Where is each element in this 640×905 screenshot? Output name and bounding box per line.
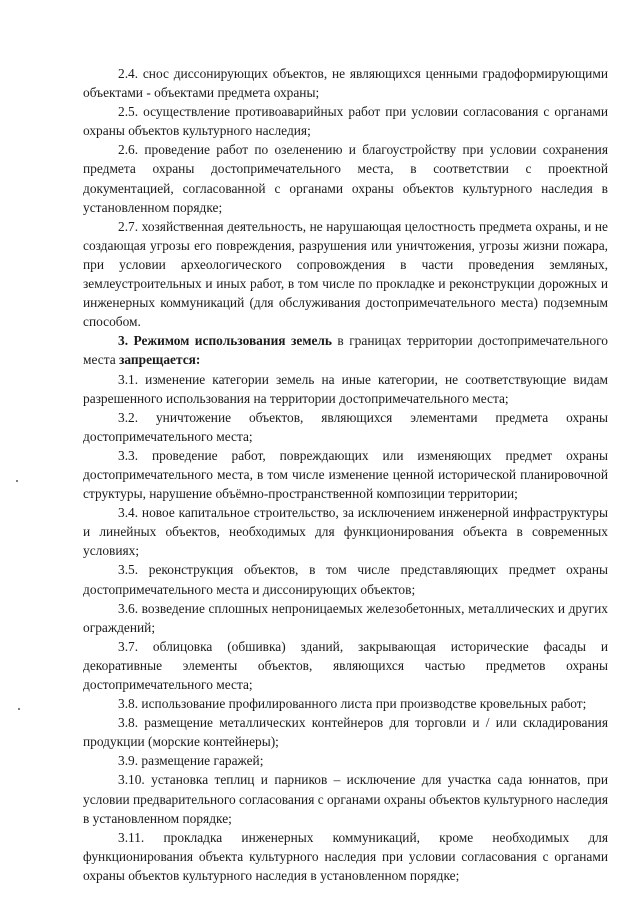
- item-3-1: 3.1. изменение категории земель на иные категории, не соответствующие видам разрешенного использования на территории достопримечательного места;: [83, 371, 608, 406]
- section-3-heading: [83, 331, 608, 369]
- section-3-lead: Режимом использования земель: [133, 333, 332, 349]
- item-3-8a: 3.8. использование профилированного листа при производстве кровельных работ;: [118, 696, 587, 712]
- item-3-2: 3.2. уничтожение объектов, являющихся элементами предмета охраны достопримечательного места;: [83, 409, 608, 444]
- item-3-5: 3.5. реконструкция объектов, в том числе представляющих предмет охраны достопримечательного места и диссонирующих объектов;: [83, 562, 608, 597]
- item-3-10: 3.10. установка теплиц и парников – исключение для участка сада юннатов, при условии предварительного согласования с органами охраны объектов культурного наследия в установленном порядке;: [83, 772, 609, 826]
- item-3-7: 3.7. облицовка (обшивка) зданий, закрывающая исторические фасады и декоративные элементы объектов, являющихся частью предметов охраны достопримечательного места;: [83, 638, 608, 692]
- scan-speck: [16, 480, 18, 482]
- paragraph-2-7: 2.7. хозяйственная деятельность, не нарушающая целостность предмета охраны, и не создающая угрозы его повреждения, разрушения или уничтожения, угрозы жизни пожара, при условии археологического сопровождения в части проведения земляных, землеустроительных и иных работ, в том числе по прокладке и реконструкции дорожных и инженерных коммуникаций (для обслуживания достопримечательного места) подземным способом.: [83, 218, 608, 330]
- item-3-11: 3.11. прокладка инженерных коммуникаций, кроме необходимых для функционирования объекта культурного наследия при условии согласования с органами охраны объектов культурного наследия в установленном порядке;: [83, 829, 608, 883]
- item-3-9: 3.9. размещение гаражей;: [118, 753, 264, 769]
- section-3-tail: запрещается:: [119, 352, 201, 368]
- document-body: [83, 64, 608, 885]
- item-3-3: 3.3. проведение работ, повреждающих или изменяющих предмет охраны достопримечательного места, в том числе изменение ценной исторической планировочной структуры, нарушение объёмно-пространственной композиции территории;: [83, 447, 608, 502]
- paragraph-2-6: 2.6. проведение работ по озеленению и благоустройству при условии сохранения предмета охраны достопримечательного места, в соответствии с проектной документацией, согласованной с органами охраны объектов культурного наследия в установленном порядке;: [83, 142, 608, 215]
- paragraph-2-4: 2.4. снос диссонирующих объектов, не являющихся ценными градоформирующими объектами - объектами предмета охраны;: [83, 66, 608, 101]
- item-3-4: 3.4. новое капитальное строительство, за исключением инженерной инфраструктуры и линейных объектов, необходимых для функционирования объекта в современных условиях;: [83, 505, 608, 559]
- section-3-middle: в границах территории достопримечательного места: [83, 333, 608, 368]
- paragraph-2-5: 2.5. осуществление противоаварийных работ при условии согласования с органами охраны объектов культурного наследия;: [83, 104, 608, 139]
- scan-speck: [18, 708, 20, 710]
- item-3-6: 3.6. возведение сплошных непроницаемых железобетонных, металлических и других ограждений;: [83, 600, 608, 635]
- section-3-number: 3.: [118, 333, 134, 349]
- item-3-8b: 3.8. размещение металлических контейнеров для торговли и / или складирования продукции (морские контейнеры);: [83, 715, 608, 750]
